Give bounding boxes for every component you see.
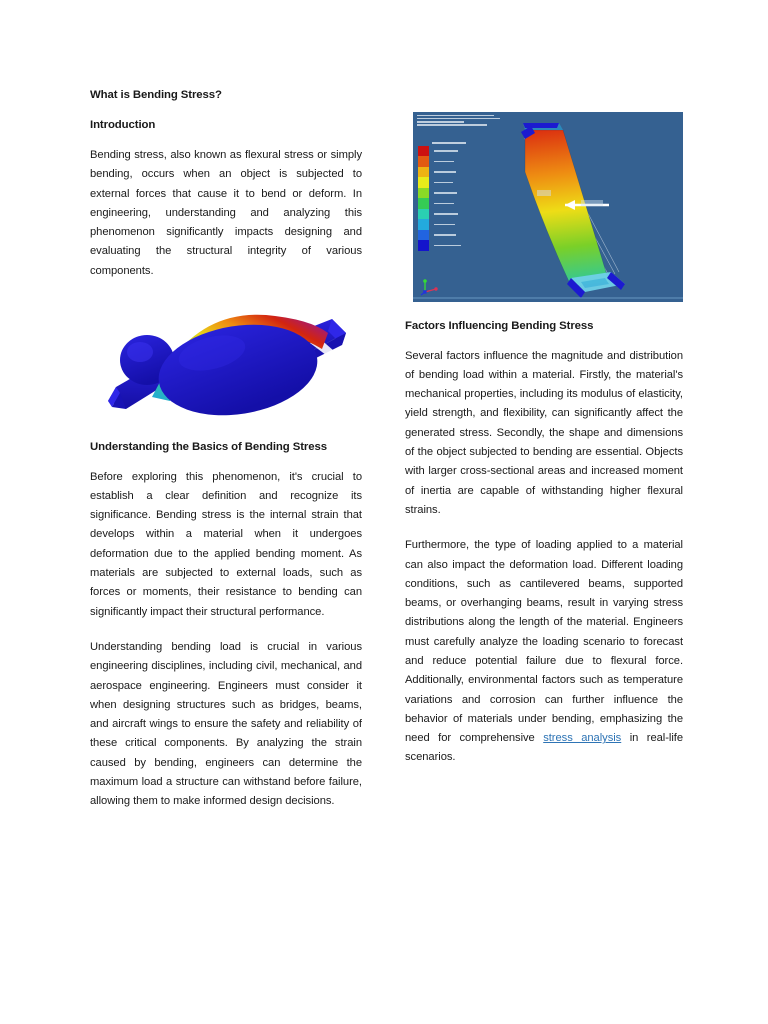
right-column xyxy=(405,318,683,768)
fea-legend-item xyxy=(418,240,478,251)
fea-legend-item xyxy=(418,188,478,199)
fea-legend-item xyxy=(418,167,478,178)
coordinate-axis-triad-icon xyxy=(419,276,445,296)
page-title: What is Bending Stress? xyxy=(90,89,222,101)
heading-understanding-basics: Understanding the Basics of Bending Stress xyxy=(90,441,327,453)
stress-analysis-link[interactable]: stress analysis xyxy=(543,732,622,745)
paragraph-introduction: Bending stress, also known as flexural stress or simply bending, occurs when an object is subjected to external forces that cause it to bend or deform. In engineering, understanding and analyzing this phenomenon significantly impacts designing and evaluating the structural integrity of various components. xyxy=(90,148,362,277)
paragraph-basics-1: Before exploring this phenomenon, it's crucial to establish a clear definition and recognize its significance. Bending stress is the internal strain that develops within a material when it undergoes deformation due to the applied bending moment. As materials are subjected to external loads, such as forces or moments, their resistance to bending can significantly impact their structural performance. xyxy=(90,470,362,618)
fea-legend-item xyxy=(418,209,478,220)
fea-legend-item xyxy=(418,230,478,241)
fea-plot-caption xyxy=(417,115,507,127)
heading-factors-influencing: Factors Influencing Bending Stress xyxy=(405,320,594,332)
left-column xyxy=(90,88,362,812)
fea-legend-item xyxy=(418,198,478,209)
paragraph-factors-2-text-before: Furthermore, the type of loading applied to a material can also impact the deformation load. Different loading conditions, such as cantilevered beams, supported beams, or overhanging beams, result in varying stress distributions along the length of the material. Engineers must carefully analyze the loading scenario to forecast and reduce potential failure due to flexural force. Additionally, environmental factors such as temperature variations and corrosion can further influence the behavior of materials under bending, emphasizing the need for comprehensive xyxy=(405,539,683,745)
heading-introduction: Introduction xyxy=(90,119,156,132)
paragraph-factors-1: Several factors influence the magnitude and distribution of bending load within a material. Firstly, the material's mechanical properties, including its modulus of elasticity, yield strength, and flexibility, can significantly affect the generated stress. Secondly, the shape and dimensions of the object subjected to bending are essential. Objects with larger cross-sectional areas and increased moment of inertia are capable of withstanding higher flexural strains. xyxy=(405,349,683,516)
paragraph-basics-2: Understanding bending load is crucial in various engineering disciplines, including civil, mechanical, and aerospace engineering. Engineers must consider it when designing structures such as bridges, beams, and aircraft wings to ensure the safety and reliability of these critical components. By analyzing the strain caused by bending, engineers can determine the maximum load a structure can withstand before failure, allowing them to make informed design decisions. xyxy=(90,640,362,808)
fea-legend-item xyxy=(418,146,478,157)
paragraph-factors-2 xyxy=(405,536,683,768)
figure-fea-contour xyxy=(413,112,683,302)
fea-legend-item xyxy=(418,177,478,188)
3d-bent-beam-svg xyxy=(90,297,362,417)
fea-legend-item xyxy=(418,219,478,230)
fea-legend-title xyxy=(432,142,466,144)
fea-color-legend xyxy=(418,142,478,251)
figure-3d-bent-beam xyxy=(90,297,362,417)
paragraph-factors-2-text-after: in real-life scenarios. xyxy=(405,732,683,764)
fea-legend-item xyxy=(418,156,478,167)
